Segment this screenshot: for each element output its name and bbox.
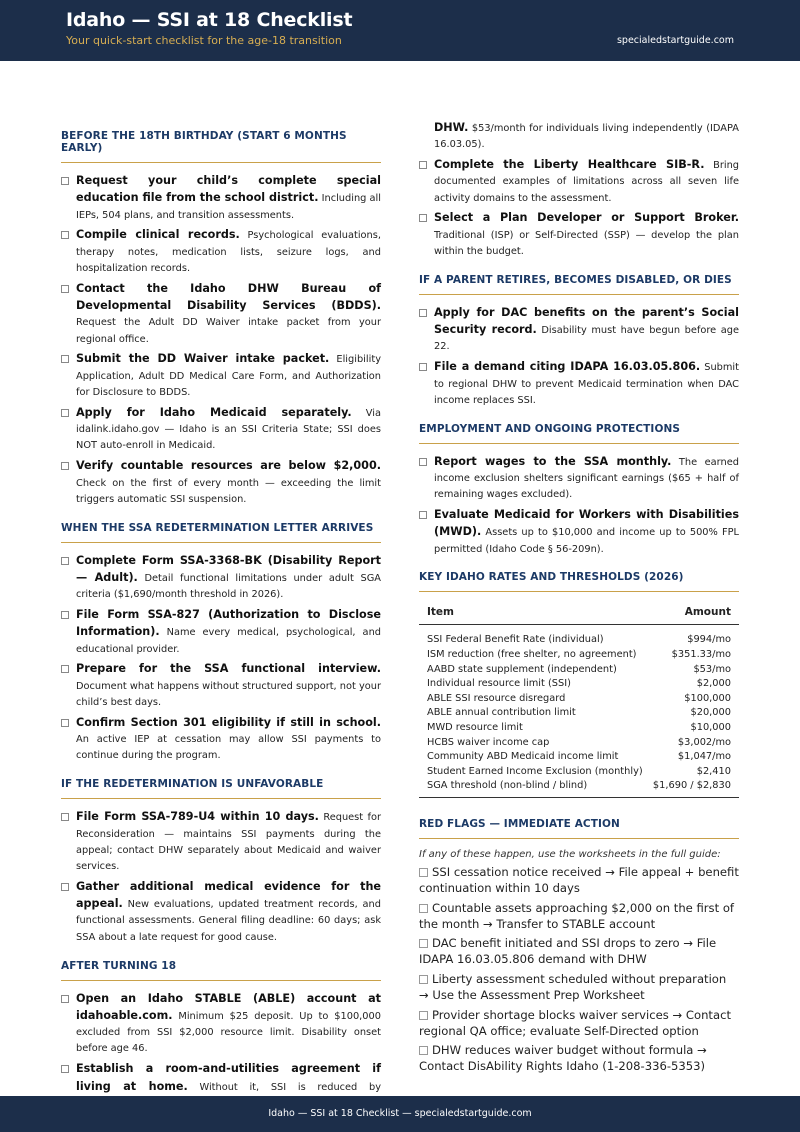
checkbox-icon[interactable] — [419, 904, 428, 913]
checklist-item-text: Eligibility Application, Adult DD Medical Care Form, and Authorization for Disclosure to BDDS. — [76, 354, 381, 399]
checklist-item-title: Complete Form SSA-3368-BK (Disability Report — Adult). — [76, 553, 381, 584]
checklist-item-title: Establish a room-and-utilities agreement if living at home. — [76, 1062, 381, 1093]
checklist-item — [419, 305, 739, 356]
red-flag-item — [419, 864, 739, 896]
checklist-item-title: Report wages to the SSA monthly. — [434, 454, 672, 468]
checklist-item-text: Assets up to $10,000 and income up to 500% FPL permitted (Idaho Code § 56-209n). — [434, 527, 739, 555]
rate-item: Community ABD Medicaid income limit — [427, 751, 619, 763]
section-heading-parent: IF A PARENT RETIRES, BECOMES DISABLED, OR DIES — [419, 264, 739, 295]
rate-item: ABLE annual contribution limit — [427, 707, 576, 719]
checkbox-icon[interactable] — [61, 1065, 69, 1073]
rate-amount: $351.33/mo — [671, 649, 731, 661]
checklist-after-18-part2 — [419, 120, 739, 260]
checklist-item-title: File a demand citing IDAPA 16.03.05.806. — [434, 360, 701, 374]
checkbox-icon[interactable] — [419, 214, 427, 222]
checkbox-icon[interactable] — [419, 1011, 428, 1020]
table-row — [419, 692, 739, 707]
checklist-item-title: Verify countable resources are below $2,000. — [76, 459, 381, 473]
rates-col-amount: Amount — [644, 602, 739, 625]
section-heading-rates: KEY IDAHO RATES AND THRESHOLDS (2026) — [419, 561, 739, 592]
checkbox-icon[interactable] — [419, 511, 427, 519]
checklist-item-text: Without it, SSI is reduced by — [199, 1081, 381, 1093]
rate-amount: $2,000 — [696, 678, 731, 690]
checklist-item — [61, 661, 381, 711]
checklist-item-title: Apply for DAC benefits on the parent’s Social Security record. — [434, 305, 739, 337]
rate-amount: $3,002/mo — [677, 736, 731, 748]
rate-item: Student Earned Income Exclusion (monthly) — [427, 765, 643, 777]
checkbox-icon[interactable] — [419, 458, 427, 466]
page-title: Idaho — SSI at 18 Checklist — [66, 9, 353, 31]
checklist-item-text: Minimum $25 deposit. Up to $100,000 excluded from SSI $2,000 resource limit. Disability onset before age 46. — [76, 1010, 381, 1055]
rate-amount: $53/mo — [693, 663, 731, 675]
checklist-item-text: Document what happens without structured support, not your child’s best days. — [76, 680, 381, 709]
section-heading-before-18: BEFORE THE 18TH BIRTHDAY (START 6 MONTHS EARLY) — [61, 120, 381, 163]
red-flags-list — [419, 864, 739, 1074]
checklist-item-title: Submit the DD Waiver intake packet. — [76, 352, 330, 366]
checklist-item-text: New evaluations, updated treatment records, and functional assessments. General filing deadline: 60 days; ask SSA about a late request for good cause. — [76, 899, 381, 943]
table-row — [419, 648, 739, 663]
checklist-item-text: Psychological evaluations, therapy notes, medication lists, seizure logs, and hospitalization records. — [76, 230, 381, 274]
checklist-item — [419, 507, 739, 558]
checklist-item — [61, 715, 381, 765]
red-flag-item — [419, 900, 739, 932]
page-footer: Idaho — SSI at 18 Checklist — specialedstartguide.com — [0, 1096, 800, 1132]
right-column — [419, 120, 739, 1078]
red-flag-item — [419, 1007, 739, 1039]
table-row — [419, 677, 739, 692]
checklist-item-title: Evaluate Medicaid for Workers with Disabilities (MWD). — [434, 508, 739, 539]
rates-table — [419, 602, 739, 798]
page-subtitle: Your quick-start checklist for the age-18 transition — [66, 34, 342, 47]
checklist-item-text: Request the Adult DD Waiver intake packet from your regional office. — [76, 317, 381, 345]
checklist-item — [419, 210, 739, 260]
checklist-item — [61, 458, 381, 508]
checkbox-icon[interactable] — [61, 995, 69, 1003]
checklist-item-title: DHW. — [434, 121, 469, 134]
checklist-item-text: Bring documented examples of limitations across all seven life activity domains to the assessment. — [434, 160, 740, 204]
checklist-item — [61, 173, 381, 224]
section-heading-employment: EMPLOYMENT AND ONGOING PROTECTIONS — [419, 413, 739, 444]
rate-item: SSI Federal Benefit Rate (individual) — [427, 634, 604, 646]
rate-item: AABD state supplement (independent) — [427, 663, 617, 675]
table-row — [419, 721, 739, 736]
checklist-parent — [419, 305, 739, 409]
checklist-item-title: Compile clinical records. — [76, 228, 240, 242]
red-flags-intro: If any of these happen, use the worksheets in the full guide: — [419, 848, 721, 860]
red-flag-text: Provider shortage blocks waiver services → Contact regional QA office; evaluate Self-Directed option — [419, 1007, 731, 1038]
rate-amount: $1,047/mo — [677, 751, 731, 763]
table-row — [419, 750, 739, 765]
section-heading-unfavorable: IF THE REDETERMINATION IS UNFAVORABLE — [61, 768, 381, 799]
checklist-item-text: Detail functional limitations under adult SGA criteria ($1,690/month threshold in 2026). — [76, 572, 381, 601]
checklist-item-text: Traditional (ISP) or Self-Directed (SSP) — develop the plan within the budget. — [434, 229, 739, 258]
checkbox-icon[interactable] — [419, 1046, 428, 1055]
checklist-item-text: Name every medical, psychological, and educational provider. — [76, 627, 381, 655]
checklist-item-title: Contact the Idaho DHW Bureau of Developmental Disability Services (BDDS). — [76, 281, 381, 313]
checklist-item — [61, 351, 381, 401]
checkbox-icon[interactable] — [61, 409, 69, 417]
checklist-item — [61, 991, 381, 1058]
checklist-item-title: Gather additional medical evidence for the appeal. — [76, 879, 381, 911]
table-row — [419, 765, 739, 780]
checklist-item — [61, 281, 381, 348]
rates-table-body — [419, 625, 739, 798]
checklist-item-title: Select a Plan Developer or Support Broker. — [434, 211, 739, 225]
checkbox-icon[interactable] — [419, 939, 428, 948]
checklist-item-text: Disability must have begun before age 22. — [434, 325, 740, 353]
checklist-item-title: Apply for Idaho Medicaid separately. — [76, 405, 352, 419]
checkbox-icon[interactable] — [419, 975, 428, 984]
checklist-item-title: Complete the Liberty Healthcare SIB-R. — [434, 158, 705, 172]
red-flag-text: Countable assets approaching $2,000 on the first of the month → Transfer to STABLE account — [419, 900, 734, 931]
checklist-item — [61, 809, 381, 875]
checklist-before-18 — [61, 173, 381, 508]
checklist-item-title: File Form SSA-789-U4 within 10 days. — [76, 810, 319, 824]
header-site-url: specialedstartguide.com — [616, 35, 734, 46]
checklist-item-text: Submit to regional DHW to prevent Medicaid termination when DAC income replaces SSI. — [434, 362, 739, 406]
red-flag-text: DHW reduces waiver budget without formula → Contact DisAbility Rights Idaho (1-208-336-5353) — [419, 1043, 707, 1074]
checkbox-icon[interactable] — [61, 177, 69, 185]
table-row — [419, 625, 739, 648]
checklist-item — [419, 120, 739, 154]
page-header — [0, 0, 800, 61]
section-heading-after-18: AFTER TURNING 18 — [61, 950, 381, 981]
red-flag-text: SSI cessation notice received → File appeal + benefit continuation within 10 days — [419, 864, 739, 895]
checkbox-icon[interactable] — [61, 883, 69, 891]
checklist-item — [419, 157, 739, 207]
checklist-item-text: Request for Reconsideration — maintains SSI payments during the appeal; contact DHW separately about Medicaid and waiver services. — [76, 812, 381, 873]
checkbox-icon[interactable] — [419, 309, 427, 317]
table-row — [419, 736, 739, 751]
checklist-item-text: Via idalink.idaho.gov — Idaho is an SSI Criteria State; SSI does NOT auto-enroll in Medicaid. — [76, 407, 382, 452]
rate-amount: $20,000 — [690, 707, 731, 719]
red-flag-item — [419, 935, 739, 967]
left-column — [61, 120, 381, 1132]
checklist-item-text: An active IEP at cessation may allow SSI payments to continue during the program. — [76, 734, 381, 762]
rates-col-item: Item — [419, 602, 644, 625]
checklist-item-title: File Form SSA-827 (Authorization to Disclose Information). — [76, 608, 381, 639]
section-heading-redetermination: WHEN THE SSA REDETERMINATION LETTER ARRIVES — [61, 512, 381, 543]
checklist-redetermination — [61, 553, 381, 765]
rate-item: ISM reduction (free shelter, no agreement) — [427, 649, 637, 661]
checkbox-icon[interactable] — [61, 665, 69, 673]
table-row — [419, 663, 739, 678]
red-flag-item — [419, 971, 739, 1003]
table-row — [419, 706, 739, 721]
checkbox-icon[interactable] — [61, 557, 69, 565]
checklist-item — [61, 553, 381, 604]
checklist-item-text: $53/month for individuals living independently (IDAPA 16.03.05). — [434, 123, 739, 151]
checklist-item-text: The earned income exclusion shelters significant earnings ($65 + half of remaining wages excluded). — [434, 456, 739, 501]
table-row — [419, 779, 739, 797]
checklist-item-title: Request your child’s complete special education file from the school district. — [76, 174, 381, 205]
checklist-employment — [419, 454, 739, 558]
checklist-item-title: Prepare for the SSA functional interview. — [76, 662, 381, 676]
checkbox-icon[interactable] — [61, 355, 69, 363]
rate-amount: $100,000 — [684, 692, 731, 704]
checklist-unfavorable — [61, 809, 381, 946]
checkbox-icon[interactable] — [61, 462, 69, 470]
rate-amount: $1,690 / $2,830 — [644, 779, 739, 797]
checkbox-icon[interactable] — [61, 231, 69, 239]
checklist-item-text: Check on the first of every month — exceeding the limit triggers automatic SSI suspension. — [76, 477, 381, 505]
checkbox-icon[interactable] — [419, 161, 427, 169]
checklist-item — [61, 879, 381, 946]
checklist-item — [61, 607, 381, 658]
checkbox-icon[interactable] — [419, 868, 428, 877]
checklist-item-title: Open an Idaho STABLE (ABLE) account at idahoable.com. — [76, 991, 381, 1022]
red-flag-text: Liberty assessment scheduled without preparation → Use the Assessment Prep Worksheet — [419, 972, 727, 1003]
checkbox-icon[interactable] — [61, 285, 69, 293]
checklist-item — [61, 227, 381, 277]
checklist-item — [419, 454, 739, 504]
rate-amount: $994/mo — [687, 634, 731, 646]
checkbox-icon[interactable] — [61, 813, 69, 821]
section-heading-red-flags: RED FLAGS — IMMEDIATE ACTION — [419, 808, 739, 839]
checkbox-icon[interactable] — [61, 611, 69, 619]
rate-item: HCBS waiver income cap — [427, 736, 550, 748]
rate-amount: $2,410 — [696, 765, 731, 777]
checklist-item — [419, 359, 739, 409]
rate-item: ABLE SSI resource disregard — [427, 692, 566, 704]
checklist-item-title: Confirm Section 301 eligibility if still in school. — [76, 715, 381, 729]
rate-item: SGA threshold (non-blind / blind) — [419, 779, 644, 797]
rate-item: MWD resource limit — [427, 722, 523, 733]
checklist-item-text: Including all IEPs, 504 plans, and transition assessments. — [76, 193, 381, 221]
rate-item: Individual resource limit (SSI) — [427, 678, 571, 690]
checkbox-icon[interactable] — [419, 363, 427, 371]
rate-amount: $10,000 — [690, 722, 731, 733]
checkbox-icon[interactable] — [61, 719, 69, 727]
red-flag-item — [419, 1042, 739, 1074]
red-flag-text: DAC benefit initiated and SSI drops to zero → File IDAPA 16.03.05.806 demand with DHW — [419, 936, 717, 967]
checklist-item — [61, 405, 381, 455]
